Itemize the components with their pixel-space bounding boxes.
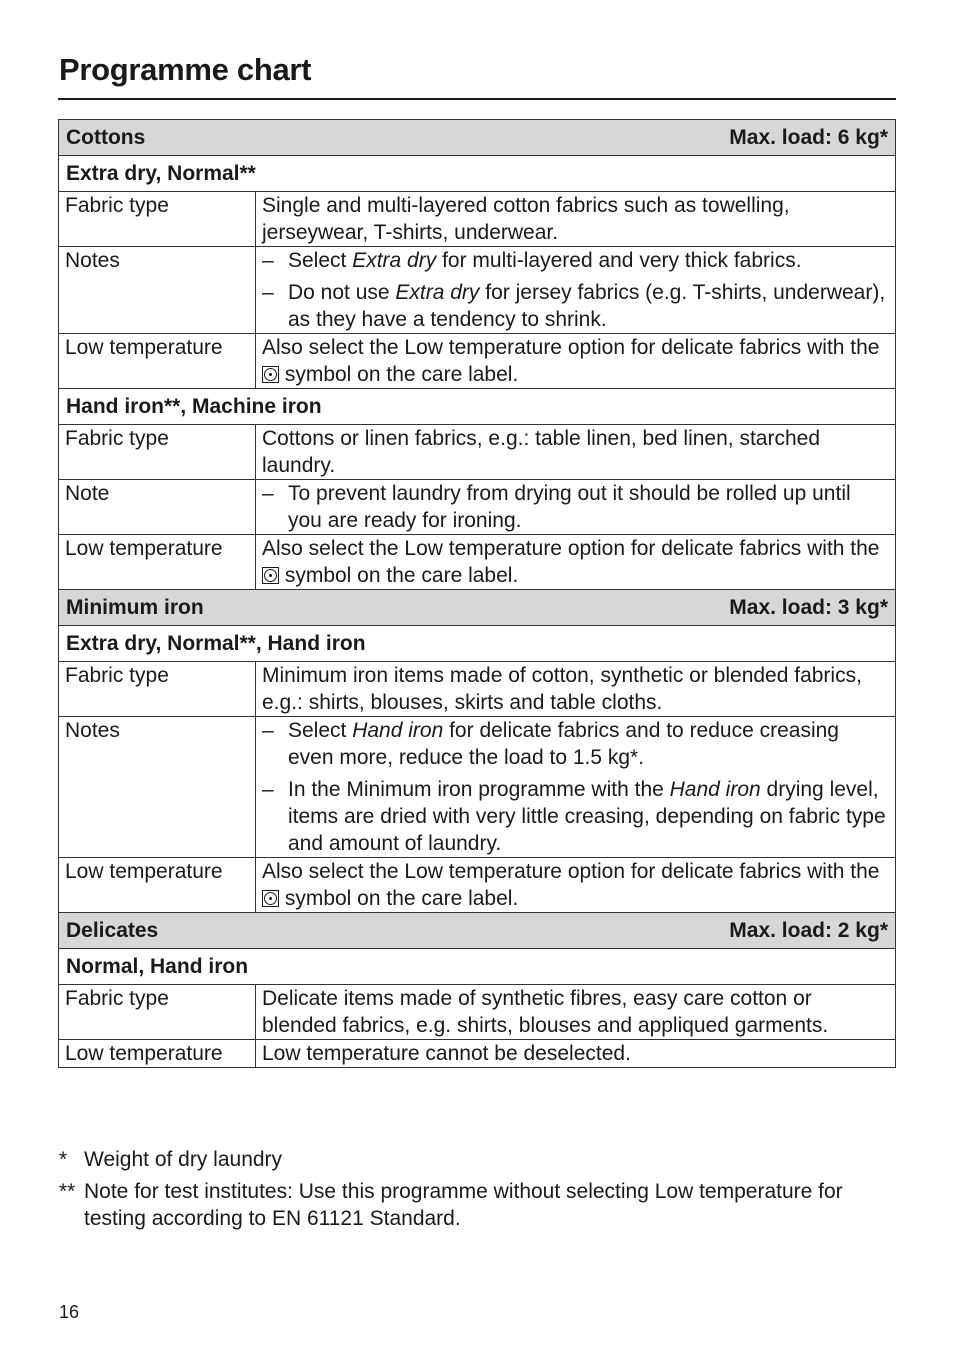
note-dash: – bbox=[262, 778, 274, 801]
row-label: Fabric type bbox=[59, 192, 256, 247]
table-row bbox=[59, 480, 896, 535]
row-description: Minimum iron items made of cotton, synthetic or blended fabrics, e.g.: shirts, blouses, skirts and table cloths. bbox=[256, 662, 896, 717]
row-description: Low temperature cannot be deselected. bbox=[256, 1040, 896, 1068]
row-label: Low temperature bbox=[59, 1040, 256, 1068]
note-dash: – bbox=[262, 719, 274, 742]
page-number: 16 bbox=[59, 1302, 80, 1322]
table-row bbox=[59, 662, 896, 717]
footnote-text: Weight of dry laundry bbox=[84, 1148, 283, 1171]
footnote bbox=[59, 1178, 899, 1232]
row-label: Note bbox=[59, 480, 256, 535]
note-item: – To prevent laundry from drying out it should be rolled up until you are ready for ironing. bbox=[262, 482, 851, 532]
row-label: Low temperature bbox=[59, 334, 256, 389]
row-label: Fabric type bbox=[59, 662, 256, 717]
table-row bbox=[59, 334, 896, 389]
programme-max-load: Max. load: 6 kg* bbox=[729, 126, 888, 149]
footnote-mark: ** bbox=[59, 1180, 76, 1203]
row-label: Notes bbox=[59, 717, 256, 858]
drying-level-row bbox=[59, 626, 896, 662]
title-divider bbox=[58, 98, 896, 100]
programme-header-row bbox=[59, 913, 896, 949]
programme-header-row bbox=[59, 590, 896, 626]
row-label: Fabric type bbox=[59, 985, 256, 1040]
table-row bbox=[59, 247, 896, 334]
table-row bbox=[59, 717, 896, 858]
page-title: Programme chart bbox=[59, 52, 312, 87]
table-row bbox=[59, 1040, 896, 1068]
drying-level-row bbox=[59, 389, 896, 425]
drying-level-row bbox=[59, 949, 896, 985]
note-item: – Select Hand iron for delicate fabrics and to reduce creasing even more, reduce the load to 1.5 kg*. bbox=[262, 719, 839, 769]
programme-chart-table bbox=[58, 119, 896, 1068]
table-row bbox=[59, 985, 896, 1040]
drying-level-heading: Normal, Hand iron bbox=[59, 949, 896, 985]
drying-level-heading: Hand iron**, Machine iron bbox=[59, 389, 896, 425]
row-description: Also select the Low temperature option for delicate fabrics with the symbol on the care label. bbox=[256, 535, 896, 590]
footnote-text: Note for test institutes: Use this programme without selecting Low temperature for testing according to EN 61121 Standard. bbox=[84, 1180, 843, 1230]
notes-list bbox=[256, 480, 896, 535]
note-item: – In the Minimum iron programme with the Hand iron drying level, items are dried with very little creasing, depending on fabric type and amount of laundry. bbox=[262, 778, 886, 855]
tumble-dry-low-icon bbox=[262, 366, 279, 383]
row-description: Also select the Low temperature option for delicate fabrics with the symbol on the care label. bbox=[256, 334, 896, 389]
note-dash: – bbox=[262, 281, 274, 304]
note-dash: – bbox=[262, 249, 274, 272]
drying-level-row bbox=[59, 156, 896, 192]
notes-list bbox=[256, 717, 896, 858]
note-dash: – bbox=[262, 482, 274, 505]
table-row bbox=[59, 425, 896, 480]
table-row bbox=[59, 858, 896, 913]
drying-level-heading: Extra dry, Normal**, Hand iron bbox=[59, 626, 896, 662]
row-label: Low temperature bbox=[59, 535, 256, 590]
programme-name: Delicates bbox=[66, 919, 159, 942]
row-label: Low temperature bbox=[59, 858, 256, 913]
row-label: Notes bbox=[59, 247, 256, 334]
row-description: Also select the Low temperature option for delicate fabrics with the symbol on the care label. bbox=[256, 858, 896, 913]
programme-name: Cottons bbox=[66, 126, 146, 149]
programme-max-load: Max. load: 3 kg* bbox=[729, 596, 888, 619]
note-item: – Select Extra dry for multi-layered and very thick fabrics. bbox=[262, 249, 802, 272]
note-item: – Do not use Extra dry for jersey fabrics (e.g. T-shirts, underwear), as they have a tendency to shrink. bbox=[262, 281, 886, 331]
programme-max-load: Max. load: 2 kg* bbox=[729, 919, 888, 942]
row-description: Cottons or linen fabrics, e.g.: table linen, bed linen, starched laundry. bbox=[256, 425, 896, 480]
footnotes bbox=[59, 1146, 899, 1237]
row-label: Fabric type bbox=[59, 425, 256, 480]
tumble-dry-low-icon bbox=[262, 890, 279, 907]
table-row bbox=[59, 535, 896, 590]
row-description: Single and multi-layered cotton fabrics such as towelling, jerseywear, T-shirts, underwear. bbox=[256, 192, 896, 247]
tumble-dry-low-icon bbox=[262, 567, 279, 584]
programme-name: Minimum iron bbox=[66, 596, 204, 619]
footnote-mark: * bbox=[59, 1148, 68, 1171]
notes-list bbox=[256, 247, 896, 334]
footnote bbox=[59, 1146, 899, 1173]
programme-header-row bbox=[59, 120, 896, 156]
table-row bbox=[59, 192, 896, 247]
drying-level-heading: Extra dry, Normal** bbox=[59, 156, 896, 192]
row-description: Delicate items made of synthetic fibres, easy care cotton or blended fabrics, e.g. shirts, blouses and appliqued garments. bbox=[256, 985, 896, 1040]
